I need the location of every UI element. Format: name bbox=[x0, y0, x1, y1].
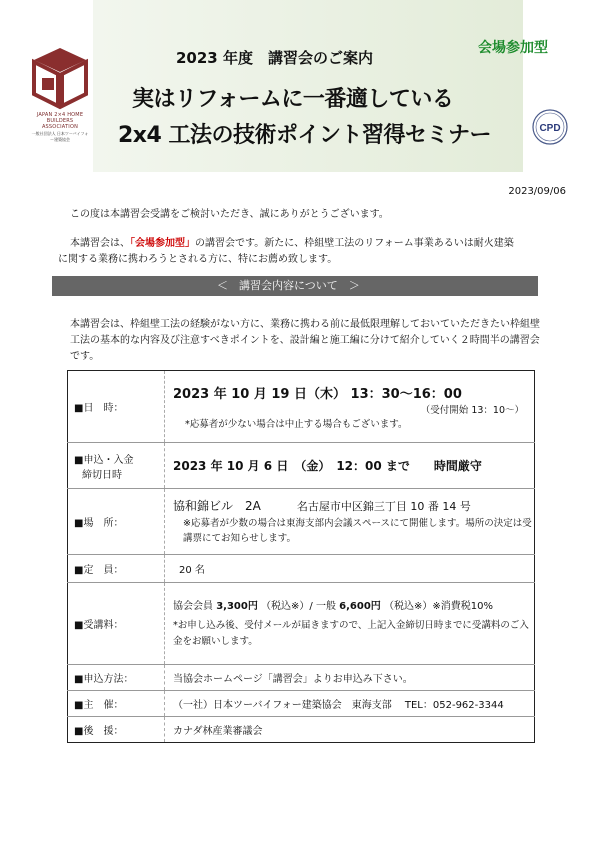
capacity-value: 20 名 bbox=[165, 555, 535, 583]
fee-note: *お申し込み後、受付メールが届きますので、上記入金締切日時までに受講料のご入金をお願いします。 bbox=[173, 620, 529, 647]
deadline-label-1: ■申込・入金 bbox=[74, 454, 134, 466]
deadline-label-2: 締切日時 bbox=[82, 469, 122, 481]
fee-label: ■受講料： bbox=[68, 583, 165, 665]
support-label: ■後 援： bbox=[68, 717, 165, 743]
venue-address: 名古屋市中区錦三丁目 10 番 14 号 bbox=[296, 500, 471, 513]
details-table bbox=[67, 370, 535, 743]
method-value: 当協会ホームページ「講習会」よりお申込み下さい。 bbox=[165, 665, 535, 691]
intro-accent: 「会場参加型」 bbox=[130, 238, 195, 249]
greeting-paragraph: この度は本講習会受講をご検討いただき、誠にありがとうございます。 bbox=[70, 209, 389, 220]
table-row-support bbox=[68, 717, 535, 743]
table-row-venue bbox=[68, 489, 535, 555]
table-row-deadline bbox=[68, 443, 535, 489]
logo-text: JAPAN 2×4 HOME BUILDERS ASSOCIATION bbox=[36, 112, 84, 130]
association-logo bbox=[30, 44, 90, 143]
method-label: ■申込方法： bbox=[68, 665, 165, 691]
reception-time: （受付開始 13：10〜） bbox=[420, 405, 524, 416]
title-line-1: 実はリフォームに一番適している bbox=[132, 87, 454, 112]
year-heading: 2023 年度 講習会のご案内 bbox=[176, 49, 373, 67]
title-line-2: 2x4 工法の技術ポイント習得セミナー bbox=[118, 123, 491, 148]
deadline-value: 2023 年 10 月 6 日 （金） 12：00 まで 時間厳守 bbox=[165, 443, 535, 489]
issue-date: 2023/09/06 bbox=[508, 186, 566, 197]
datetime-label: ■日 時： bbox=[68, 371, 165, 443]
fee-tax-1: （税込※）/ 一般 bbox=[261, 601, 336, 612]
table-row-capacity bbox=[68, 555, 535, 583]
table-row-method bbox=[68, 665, 535, 691]
fee-tax-2: （税込※）※消費税10% bbox=[383, 601, 493, 612]
intro-line-2: に関する業務に携わろうとされる方に、特にお薦め致します。 bbox=[58, 254, 338, 265]
section-title: ＜ 講習会内容について ＞ bbox=[217, 279, 360, 292]
fee-member-price: 3,300円 bbox=[216, 601, 258, 612]
venue-label: ■場 所： bbox=[68, 489, 165, 555]
intro-pre: 本講習会は、 bbox=[70, 238, 130, 249]
cube-logo-icon bbox=[30, 44, 90, 112]
section-header bbox=[52, 276, 538, 296]
table-row-datetime bbox=[68, 371, 535, 443]
capacity-label: ■定 員： bbox=[68, 555, 165, 583]
overview-paragraph: 本講習会は、枠組壁工法の経験がない方に、業務に携わる前に最低限理解しておいていただきたい枠組壁工法の基本的な内容及び注意すべきポイントを、設計編と施工編に分けて紹介していく２時間半の講習会です。 bbox=[70, 319, 540, 362]
host-label: ■主 催： bbox=[68, 691, 165, 717]
cpd-logo-icon bbox=[531, 108, 569, 146]
support-value: カナダ林産業審議会 bbox=[173, 726, 263, 737]
fee-general-price: 6,600円 bbox=[339, 601, 381, 612]
datetime-note: *応募者が少ない場合は中止する場合もございます。 bbox=[185, 419, 408, 430]
venue-name: 協和錦ビル 2A bbox=[173, 499, 261, 513]
table-row-host bbox=[68, 691, 535, 717]
table-row-fee bbox=[68, 583, 535, 665]
datetime-value: 2023 年 10 月 19 日（木） 13：30〜16：00 bbox=[173, 387, 462, 402]
venue-note: ※応募者が少数の場合は東海支部内会議スペースにて開催します。場所の決定は受講票にてお知らせします。 bbox=[183, 518, 532, 544]
host-value: （一社）日本ツーバイフォー建築協会 東海支部 TEL：052-962-3344 bbox=[165, 691, 535, 717]
logo-subtext: 一般社団法人 日本ツーバイフォー建築協会 bbox=[31, 131, 89, 142]
intro-paragraph bbox=[58, 236, 540, 268]
cpd-text: CPD bbox=[539, 123, 561, 134]
participation-badge: 会場参加型 bbox=[478, 40, 548, 56]
intro-post: の講習会です。新たに、枠組壁工法のリフォーム事業あるいは耐火建築 bbox=[195, 238, 514, 249]
fee-member-label: 協会会員 bbox=[173, 601, 213, 612]
